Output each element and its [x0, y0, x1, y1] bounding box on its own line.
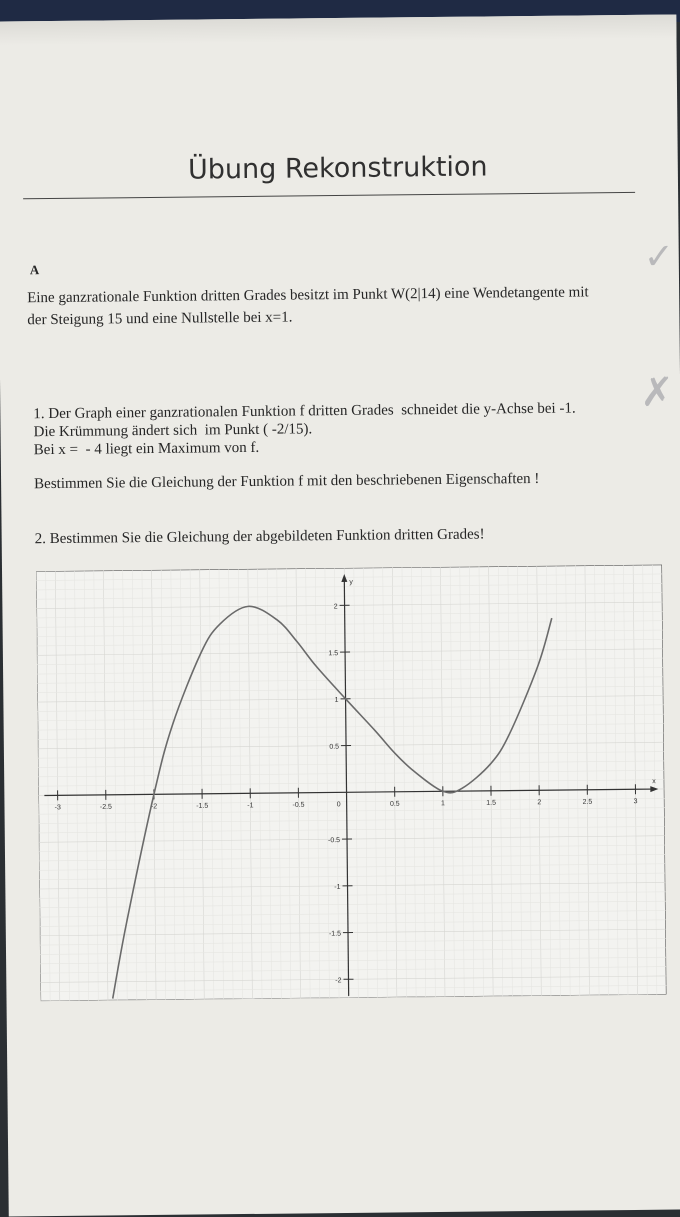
x-tick-label: -1	[247, 802, 253, 809]
x-tick-label: -2	[151, 803, 157, 810]
title-underline	[23, 192, 635, 199]
task1-line-2: Die Krümmung ändert sich im Punkt ( -2/15).	[33, 421, 312, 441]
function-graph-svg	[36, 565, 666, 1002]
y-tick-label: 1.5	[328, 650, 338, 657]
y-tick-label: -1	[334, 884, 340, 891]
worksheet-page	[0, 14, 680, 1216]
x-tick-label: -2.5	[100, 804, 112, 811]
x-tick-label: 2	[537, 799, 541, 806]
y-tick-label: 2	[334, 603, 338, 610]
page-title: Übung Rekonstruktion	[0, 149, 678, 187]
x-tick-label: 0	[337, 801, 341, 808]
section-a-line-2: der Steigung 15 und eine Nullstelle bei x=1.	[27, 309, 292, 329]
section-a-line-1: Eine ganzrationale Funktion dritten Grades besitzt im Punkt W(2|14) eine Wendetangente mit	[27, 284, 589, 307]
y-tick-label: 0.5	[329, 744, 339, 751]
x-tick-label: 1	[441, 800, 445, 807]
y-axis-label: y	[349, 579, 353, 586]
y-tick-label: 1	[335, 697, 339, 704]
x-tick-label: 2.5	[583, 799, 593, 806]
x-tick-label: -0.5	[292, 802, 304, 809]
task2-line: 2. Bestimmen Sie die Gleichung der abgebildeten Funktion dritten Grades!	[35, 526, 485, 548]
task1-line-1: 1. Der Graph einer ganzrationalen Funktion f dritten Grades schneidet die y-Achse bei -1.	[33, 401, 575, 424]
y-tick-label: -2	[335, 977, 341, 984]
y-tick-label: -1.5	[329, 931, 341, 938]
x-axis-label: x	[652, 778, 656, 785]
function-graph	[36, 565, 666, 1002]
x-tick-label: -1.5	[196, 803, 208, 810]
x-tick-label: 0.5	[390, 801, 400, 808]
section-a-label: A	[30, 261, 40, 278]
check-mark-1: ✗	[640, 370, 674, 416]
x-tick-label: -3	[55, 804, 61, 811]
x-tick-label: 1.5	[486, 800, 496, 807]
x-tick-label: 3	[634, 798, 638, 805]
check-mark-a: ✓	[644, 236, 675, 277]
task1-line-3: Bei x = - 4 liegt ein Maximum von f.	[34, 440, 260, 459]
y-tick-label: -0.5	[328, 837, 340, 844]
task1-instruction: Bestimmen Sie die Gleichung der Funktion f mit den beschriebenen Eigenschaften !	[34, 471, 539, 493]
